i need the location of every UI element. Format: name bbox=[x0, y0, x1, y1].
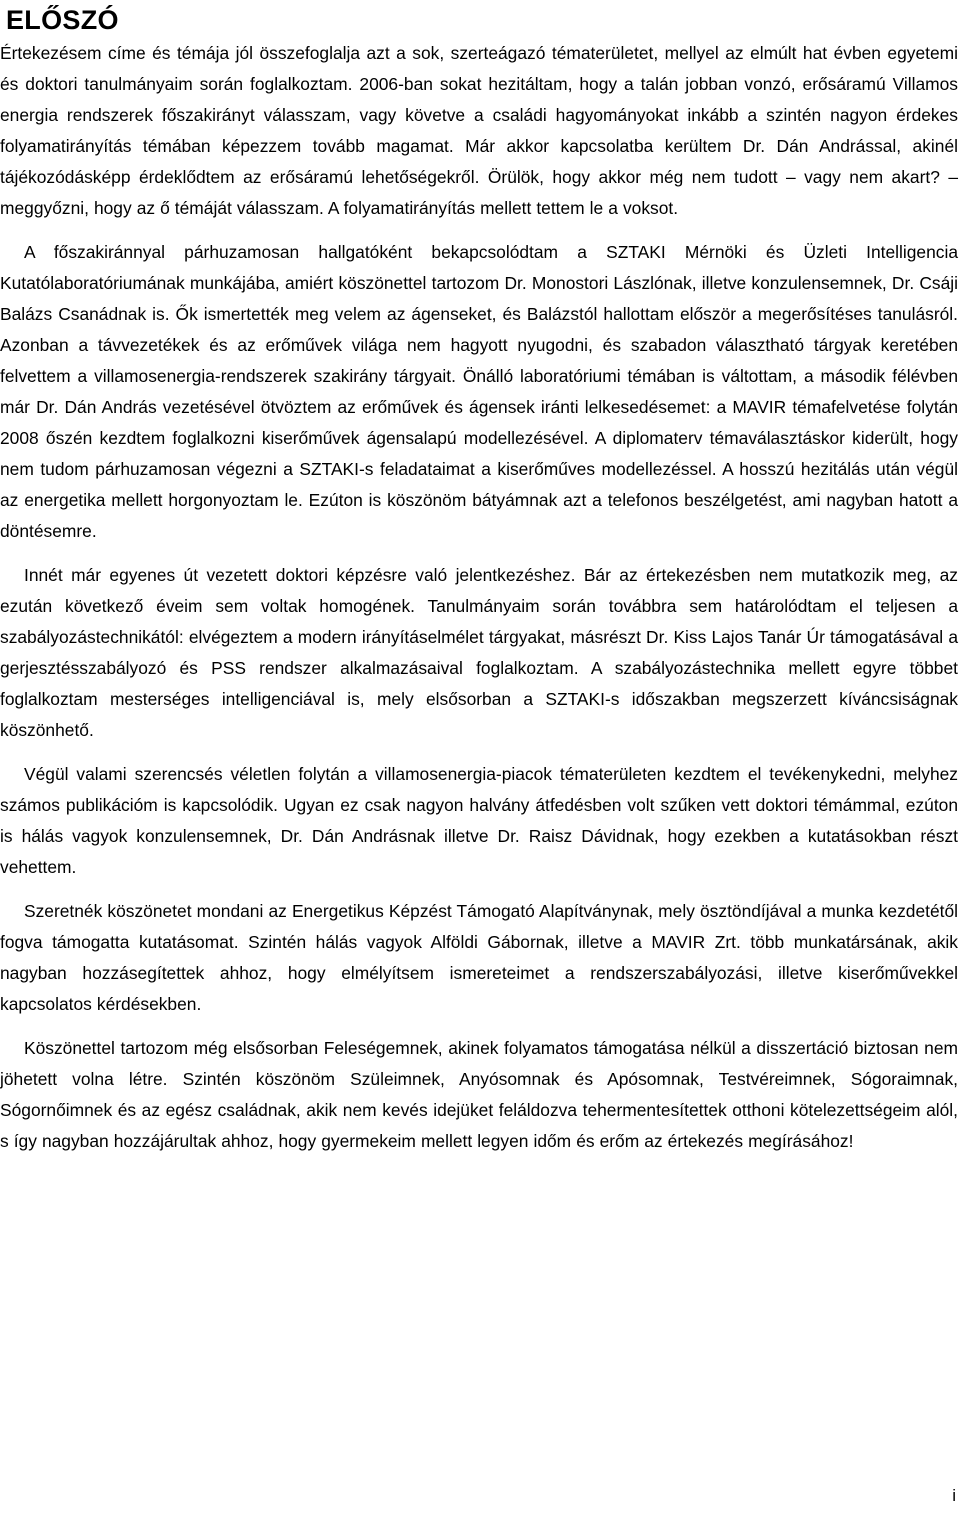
paragraph-6: Köszönettel tartozom még elsősorban Feleségemnek, akinek folyamatos támogatása nélkül a disszertáció biztosan nem jöhetett volna létre. Szintén köszönöm Szüleimnek, Anyósomnak és Apósomnak, Testvéreimnek, Sógoraimnak, Sógornőimnek és az egész családnak, akik nem kevés idejüket feláldozva tehermentesítettek otthoni kötelezettségeim alól, s így nagyban hozzájárultak ahhoz, hogy gyermekeim mellett legyen időm és erőm az értekezés megírásához! bbox=[0, 1038, 958, 1151]
paragraph-5: Szeretnék köszönetet mondani az Energetikus Képzést Támogató Alapítványnak, mely ösztöndíjával a munka kezdetétől fogva támogatta kutatásomat. Szintén hálás vagyok Alföldi Gábornak, illetve a MAVIR Zrt. több munkatársának, akik nagyban hozzásegítettek ahhoz, hogy elmélyítsem ismereteimet a rendszerszabályozási, illetve kiserőművekkel kapcsolatos kérdésekben. bbox=[0, 901, 958, 1014]
preface-body bbox=[0, 38, 958, 1170]
paragraph-2: A főszakiránnyal párhuzamosan hallgatóként bekapcsolódtam a SZTAKI Mérnöki és Üzleti Intelligencia Kutatólaboratóriumának munkájába, amiért köszönettel tartozom Dr. Monostori Lászlónak, illetve konzulensemnek, Dr. Csáji Balázs Csanádnak is. Ők ismertették meg velem az ágenseket, és Balázstól hallottam először a megerősítéses tanulásról. Azonban a távvezetékek és az erőművek világa nem hagyott nyugodni, és szabadon választható tárgyak keretében felvettem a villamosenergia-rendszerek szakirány tárgyait. Önálló laboratóriumi témában is váltottam, a második félévben már Dr. Dán András vezetésével ötvöztem az erőművek és ágensek iránti lelkesedésemet: a MAVIR témafelvetése folytán 2008 őszén kezdtem foglalkozni kiserőművek ágensalapú modellezésével. A diplomaterv témaválasztáskor kiderült, hogy nem tudom párhuzamosan végezni a SZTAKI-s feladataimat a kiserőműves modellezéssel. A hosszú hezitálás után végül az energetika mellett horgonyoztam le. Ezúton is köszönöm bátyámnak azt a telefonos beszélgetést, ami nagyban hatott a döntésemre. bbox=[0, 242, 958, 541]
paragraph-1: Értekezésem címe és témája jól összefoglalja azt a sok, szerteágazó tématerületet, mellyel az elmúlt hat évben egyetemi és doktori tanulmányaim során foglalkoztam. 2006-ban sokat hezitáltam, hogy a talán jobban vonzó, erősáramú Villamos energia rendszerek főszakirányt válasszam, vagy követve a családi hagyományokat inkább a szintén nagyon érdekes folyamatirányítás témában képezzem tovább magamat. Már akkor kapcsolatba kerültem Dr. Dán Andrással, akinél tájékozódásképp érdeklődtem az erősáramú lehetőségekről. Örülök, hogy akkor még nem tudott – vagy nem akart? – meggyőzni, hogy az ő témáját válasszam. A folyamatirányítás mellett tettem le a voksot. bbox=[0, 43, 958, 218]
paragraph-3: Innét már egyenes út vezetett doktori képzésre való jelentkezéshez. Bár az értekezésben nem mutatkozik meg, az ezután következő éveim sem voltak homogének. Tanulmányaim során továbbra sem határolódtam el teljesen a szabályozástechnikától: elvégeztem a modern irányításelmélet tárgyakat, másrészt Dr. Kiss Lajos Tanár Úr támogatásával a gerjesztésszabályozó és PSS rendszer alkalmazásaival foglalkoztam. A szabályozástechnika mellett egyre többet foglalkoztam mesterséges intelligenciával is, mely elsősorban a SZTAKI-s időszakban megszerzett kíváncsiságnak köszönhető. bbox=[0, 565, 958, 740]
page-number: i bbox=[952, 1486, 956, 1505]
page-title: ELŐSZÓ bbox=[6, 5, 119, 35]
paragraph-4: Végül valami szerencsés véletlen folytán a villamosenergia-piacok tématerületen kezdtem el tevékenykedni, melyhez számos publikációm is kapcsolódik. Ugyan ez csak nagyon halvány átfedésben volt szűken vett doktori témámmal, ezúton is hálás vagyok konzulensemnek, Dr. Dán Andrásnak illetve Dr. Raisz Dávidnak, hogy ezekben a kutatásokban részt vehettem. bbox=[0, 764, 958, 877]
